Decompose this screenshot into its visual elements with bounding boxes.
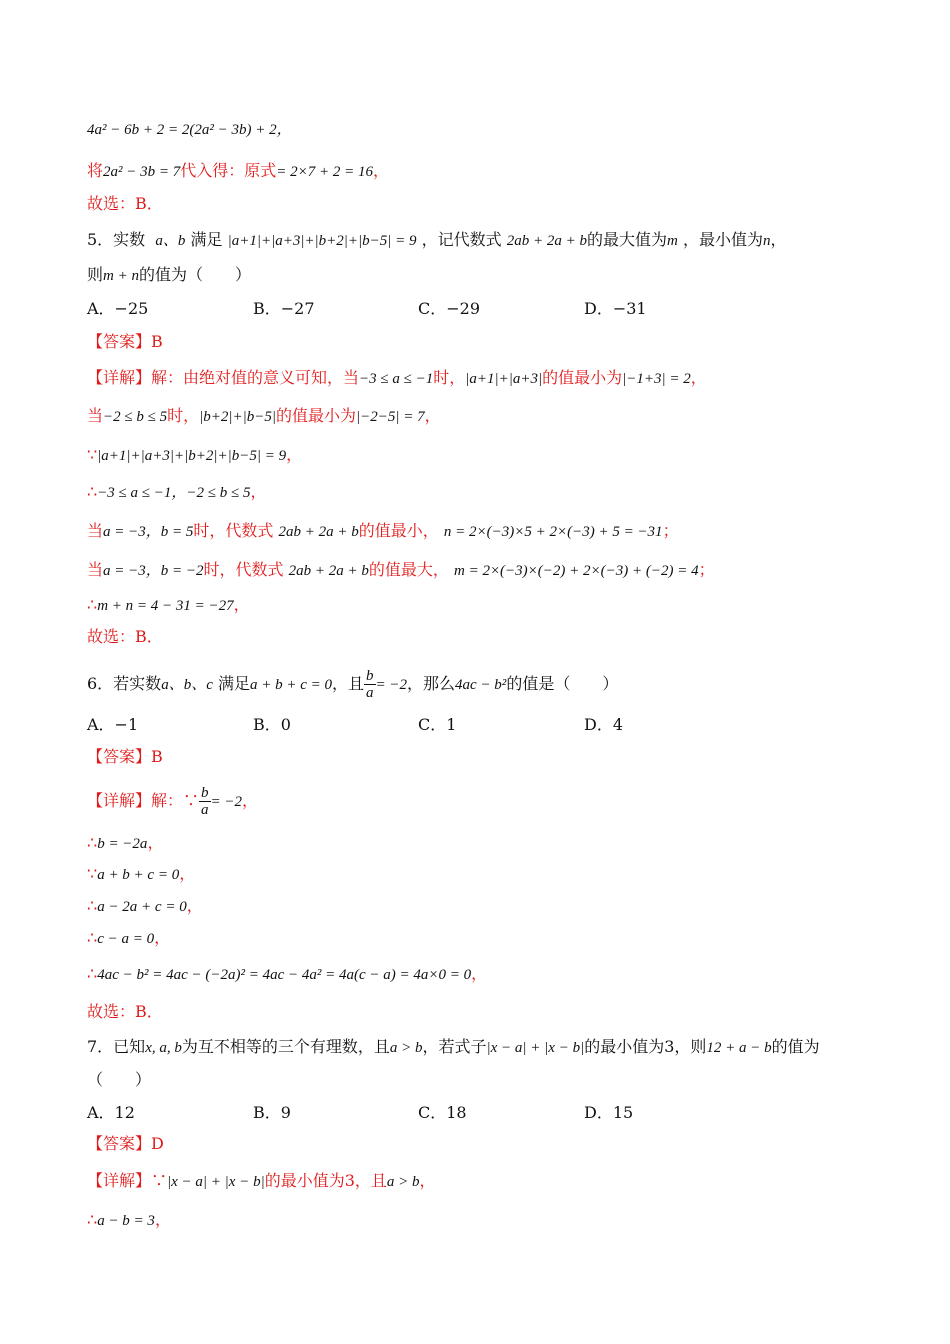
option-a[interactable]: A．−25 (87, 299, 149, 318)
explanation-line: ∵|a+1|+|a+3|+|b+2|+|b−5| = 9， (87, 445, 303, 464)
solution-line: 将2a² − 3b = 7代入得：原式= 2×7 + 2 = 16， (87, 161, 390, 180)
explanation-line: ∴b = −2a， (87, 833, 164, 852)
answer-value: B (151, 332, 163, 351)
explanation-line: 当a = −3，b = −2时，代数式 2ab + 2a + b的值最大， m = 2×(−3)×(−2) + 2×(−3) + (−2) = 4； (87, 560, 715, 579)
explanation-line: ∵a + b + c = 0， (87, 864, 196, 883)
question-6-stem: 6．若实数a、b、c 满足a + b + c = 0，且 $\frac{b}{a}$ = −2，那么4ac − b²的值是（ ） (87, 668, 619, 701)
conclusion-line: 故选：B． (87, 627, 163, 646)
option-d[interactable]: D．4 (584, 715, 624, 734)
math-expression: = 2×7 + 2 = 16 (276, 164, 374, 180)
math-expression: 4a² − 6b + 2 = 2(2a² − 3b) + 2， (87, 122, 292, 138)
conclusion-line: 故选：B． (87, 1002, 163, 1021)
option-c[interactable]: C．1 (418, 715, 457, 734)
answer-line: 【答案】D (87, 1134, 164, 1153)
answer-value: D (151, 1134, 164, 1153)
option-b[interactable]: B．0 (253, 715, 291, 734)
option-a[interactable]: A．−1 (87, 715, 139, 734)
question-5-stem: 5．实数 a、b 满足 |a+1|+|a+3|+|b+2|+|b−5| = 9 ，记代数式 2ab + 2a + b的最大值为m ，最小值为n， (87, 230, 787, 249)
answer-line: 【答案】B (87, 332, 163, 351)
answer-line: 【答案】B (87, 747, 163, 766)
question-5-stem-cont: 则m + n的值为（ ） (87, 265, 251, 284)
option-d[interactable]: D．15 (584, 1103, 634, 1122)
option-a[interactable]: A．12 (87, 1103, 135, 1122)
fraction: $\frac{b}{a}$ (201, 785, 209, 818)
answer-value: B (151, 747, 163, 766)
solution-line (87, 118, 890, 141)
option-c[interactable]: C．−29 (418, 299, 481, 318)
fraction: $\frac{b}{a}$ (366, 668, 374, 701)
explanation-line: ∴c − a = 0， (87, 928, 171, 947)
explanation-line: 【详解】解：由绝对值的意义可知，当−3 ≤ a ≤ −1时，|a+1|+|a+3|的值最小为|−1+3| = 2， (87, 368, 707, 387)
explanation-line: 当a = −3，b = 5时，代数式 2ab + 2a + b的值最小， n = 2×(−3)×5 + 2×(−3) + 5 = −31； (87, 521, 679, 540)
explanation-line: ∴a − b = 3， (87, 1210, 171, 1229)
option-b[interactable]: B．−27 (253, 299, 315, 318)
question-7-stem: 7．已知x, a, b为互不相等的三个有理数，且a > b，若式子|x − a| + |x − b|的最小值为3，则12 + a − b的值为 (87, 1037, 820, 1056)
explanation-line: ∴m + n = 4 − 31 = −27， (87, 595, 250, 614)
explanation-line: 【详解】解：∵ $\frac{b}{a}$ = −2， (87, 785, 259, 818)
math-expression: 2a² − 3b = 7 (103, 164, 181, 180)
option-d[interactable]: D．−31 (584, 299, 647, 318)
question-7-stem-cont: （ ） (87, 1070, 152, 1089)
explanation-line: 【详解】∵|x − a| + |x − b|的最小值为3，且a > b， (87, 1171, 436, 1190)
explanation-line: ∴4ac − b² = 4ac − (−2a)² = 4ac − 4a² = 4a(c − a) = 4a×0 = 0， (87, 964, 488, 983)
explanation-line: ∴a − 2a + c = 0， (87, 896, 203, 915)
explanation-line: ∴−3 ≤ a ≤ −1，−2 ≤ b ≤ 5， (87, 482, 267, 501)
conclusion-line: 故选：B． (87, 194, 163, 213)
explanation-line: 当−2 ≤ b ≤ 5时，|b+2|+|b−5|的值最小为|−2−5| = 7， (87, 406, 441, 425)
option-c[interactable]: C．18 (418, 1103, 467, 1122)
option-b[interactable]: B．9 (253, 1103, 291, 1122)
